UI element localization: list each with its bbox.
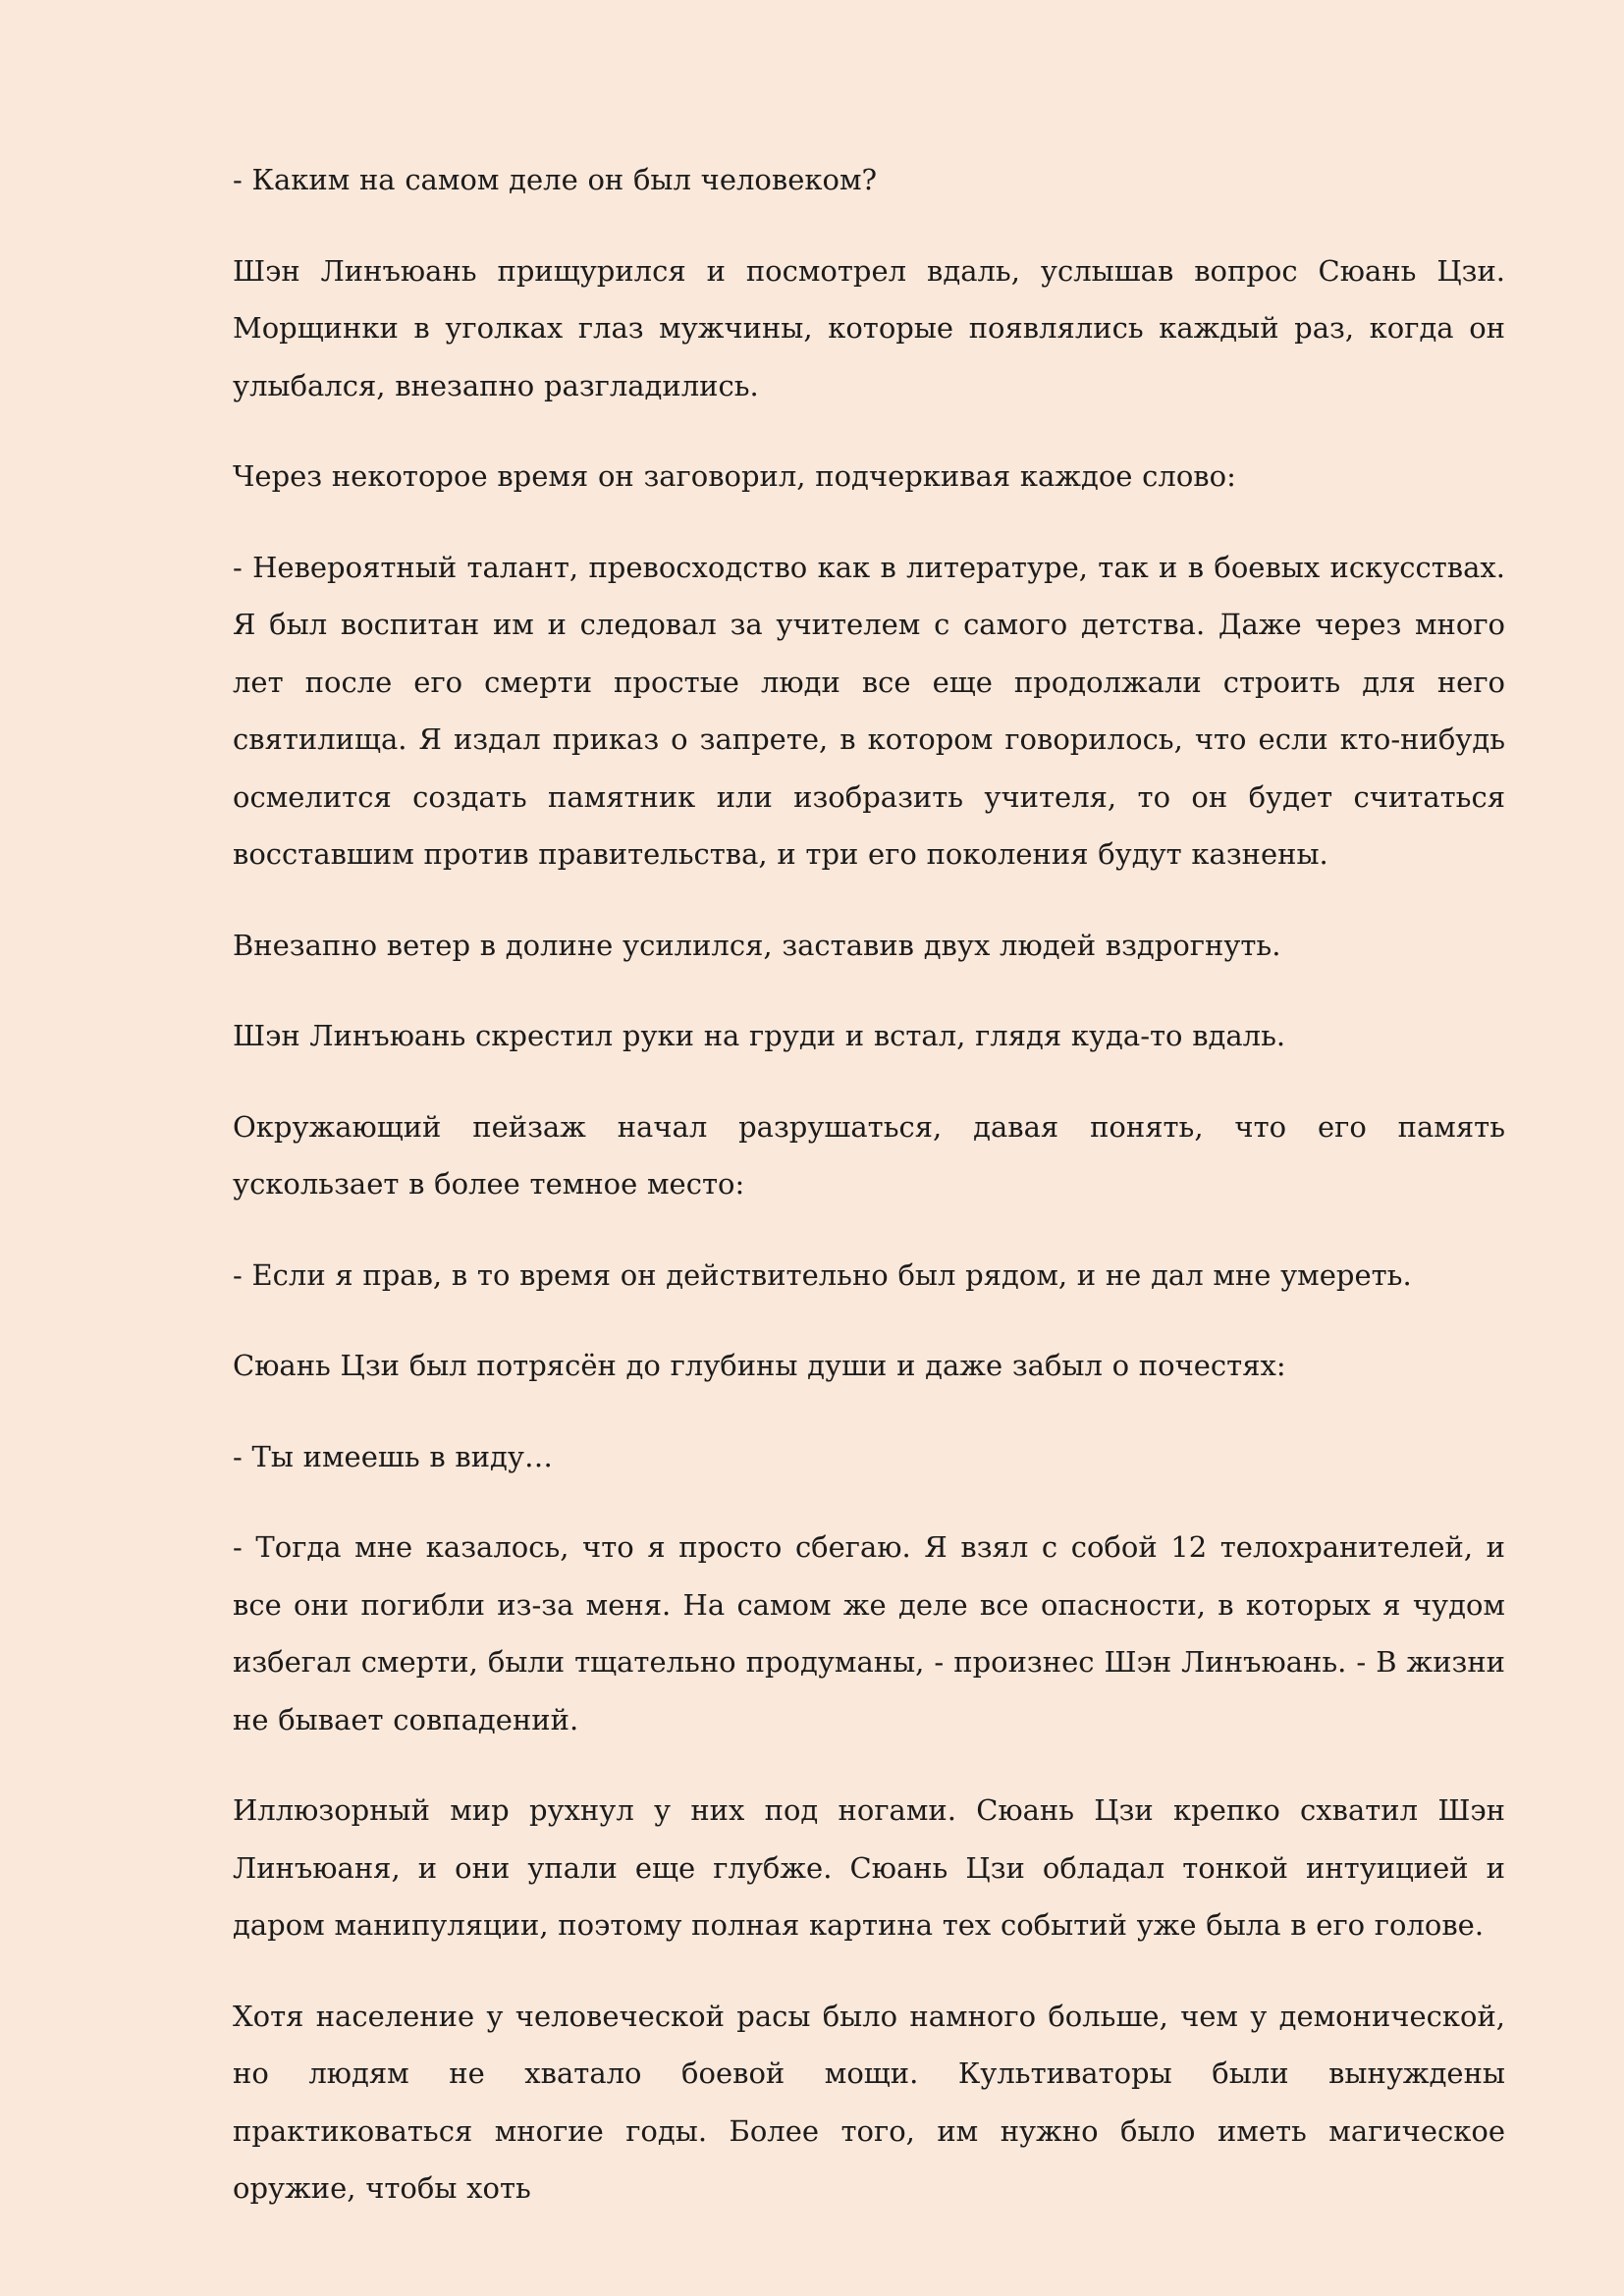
paragraph-10: - Ты имеешь в виду… [233, 1439, 553, 1473]
paragraph-1: - Каким на самом деле он был человеком? [233, 163, 878, 196]
paragraph-2: Шэн Линъюань прищурился и посмотрел вдаль, услышав вопрос Сюань Цзи. Морщинки в уголках глаз мужчины, которые появлялись каждый раз, когда он улыбался, внезапно разгладились. [233, 253, 1505, 402]
paragraph-7: Окружающий пейзаж начал разрушаться, давая понять, что его память ускользает в более темное место: [233, 1109, 1505, 1201]
paragraph-4: - Невероятный талант, превосходство как в литературе, так и в боевых искусствах. Я был воспитан им и следовал за учителем с самого детства. Даже через много лет после его смерти простые люди все еще продолжали строить для него святилища. Я издал приказ о запрете, в котором говорилось, что если кто-нибудь осмелится создать памятник или изобразить учителя, то он будет считаться восставшим против правительства, и три его поколения будут казнены. [233, 550, 1505, 871]
paragraph-6: Шэн Линъюань скрестил руки на груди и встал, глядя куда-то вдаль. [233, 1019, 1286, 1052]
paragraph-12: Иллюзорный мир рухнул у них под ногами. Сюань Цзи крепко схватил Шэн Линъюаня, и они упали еще глубже. Сюань Цзи обладал тонкой интуицией и даром манипуляции, поэтому полная картина тех событий уже была в его голове. [233, 1793, 1505, 1942]
paragraph-5: Внезапно ветер в долине усилился, заставив двух людей вздрогнуть. [233, 928, 1281, 962]
text-body [233, 151, 1505, 2217]
paragraph-8: - Если я прав, в то время он действительно был рядом, и не дал мне умереть. [233, 1257, 1412, 1292]
paragraph-13: Хотя население у человеческой расы было намного больше, чем у демонической, но людям не хватало боевой мощи. Культиваторы были вынуждены практиковаться многие годы. Более того, им нужно было иметь магическое оружие, чтобы хоть [233, 1999, 1505, 2205]
paragraph-3: Через некоторое время он заговорил, подчеркивая каждое слово: [233, 459, 1236, 493]
paragraph-11: - Тогда мне казалось, что я просто сбегаю. Я взял с собой 12 телохранителей, и все они погибли из-за меня. На самом же деле все опасности, в которых я чудом избегал смерти, были тщательно продуманы, - произнес Шэн Линъюань. - В жизни не бывает совпадений. [233, 1530, 1505, 1736]
paragraph-9: Сюань Цзи был потрясён до глубины души и даже забыл о почестях: [233, 1349, 1286, 1382]
